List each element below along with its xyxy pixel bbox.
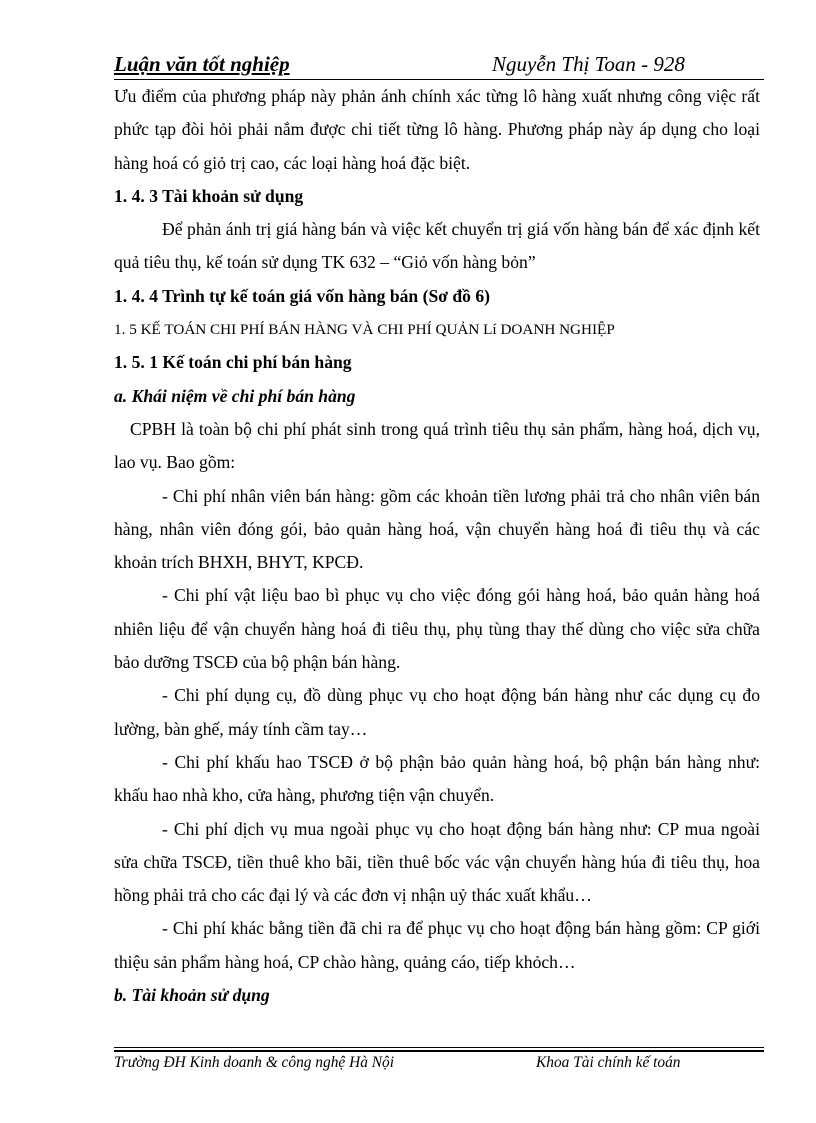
heading-a: a. Khái niệm về chi phí bán hàng <box>114 385 356 406</box>
header-author: Nguyễn Thị Toan - 928 <box>492 52 685 76</box>
page-body <box>114 80 760 1012</box>
paragraph-tk-632: Để phản ánh trị giá hàng bán và việc kết chuyển trị giá vốn hàng bán để xác định kết quả tiêu thụ, kế toán sử dụng TK 632 – “Giỏ vốn hàng bỏn” <box>114 219 760 273</box>
paragraph-chi-phi-khac: - Chi phí khác bằng tiền đã chi ra để phục vụ cho hoạt động bán hàng gồm: CP giới thiệu sản phẩm hàng hoá, CP chào hàng, quảng cáo, tiếp khỏch… <box>114 918 760 972</box>
paragraph-vat-lieu: - Chi phí vật liệu bao bì phục vụ cho việc đóng gói hàng hoá, bảo quản hàng hoá nhiên liệu để vận chuyển hàng hoá đi tiêu thụ, phụ tùng thay thế dùng cho việc sửa chữa bảo dưỡng TSCĐ của bộ phận bán hàng. <box>114 585 760 673</box>
heading-1-5: 1. 5 KẾ TOÁN CHI PHÍ BÁN HÀNG VÀ CHI PHÍ QUẢN Lí DOANH NGHIỆP <box>114 321 615 339</box>
paragraph-cpbh: CPBH là toàn bộ chi phí phát sinh trong quá trình tiêu thụ sản phẩm, hàng hoá, dịch vụ, lao vụ. Bao gồm: <box>114 418 760 473</box>
footer-divider-thin <box>114 1047 764 1048</box>
heading-1-4-3: 1. 4. 3 Tài khoản sử dụng <box>114 185 304 206</box>
heading-1-4-4: 1. 4. 4 Trình tự kế toán giá vốn hàng bán (Sơ đồ 6) <box>114 285 491 306</box>
paragraph-uu-diem: Ưu điểm của phương pháp này phản ánh chính xác từng lô hàng xuất nhưng công việc rất phức tạp đòi hỏi phải nắm được chi tiết từng lô hàng. Phương pháp này áp dụng cho loại hàng hoá có giỏ trị cao, các loại hàng hoá đặc biệt. <box>114 86 760 173</box>
footer-school: Trường ĐH Kinh doanh & công nghệ Hà Nội <box>114 1054 394 1071</box>
heading-b: b. Tài khoản sử dụng <box>114 985 270 1006</box>
header-title: Luận văn tốt nghiệp <box>114 52 290 76</box>
paragraph-khau-hao: - Chi phí khấu hao TSCĐ ở bộ phận bảo quản hàng hoá, bộ phận bán hàng như: khấu hao nhà kho, cửa hàng, phương tiện vận chuyển. <box>114 751 760 806</box>
paragraph-nhan-vien: - Chi phí nhân viên bán hàng: gồm các khoản tiền lương phải trả cho nhân viên bán hàng, nhân viên đóng gói, bảo quản hàng hoá, vận chuyển hàng hoá đi tiêu thụ và các khoản trích BHXH, BHYT, KPCĐ. <box>114 485 760 573</box>
heading-1-5-1: 1. 5. 1 Kế toán chi phí bán hàng <box>114 352 352 373</box>
paragraph-dung-cu: - Chi phí dụng cụ, đồ dùng phục vụ cho hoạt động bán hàng như các dụng cụ đo lường, bàn ghế, máy tính cầm tay… <box>114 685 760 739</box>
page-header <box>114 52 764 82</box>
page-footer <box>114 1054 764 1076</box>
paragraph-dich-vu: - Chi phí dịch vụ mua ngoài phục vụ cho hoạt động bán hàng như: CP mua ngoài sửa chữa TSCĐ, tiền thuê kho bãi, tiền thuê bốc vác vận chuyển hàng húa đi tiêu thụ, hoa hồng phải trả cho các đại lý và các đơn vị nhận uỷ thác xuất khẩu… <box>114 818 760 906</box>
footer-divider-thick <box>114 1050 764 1052</box>
footer-faculty: Khoa Tài chính kế toán <box>536 1054 681 1071</box>
